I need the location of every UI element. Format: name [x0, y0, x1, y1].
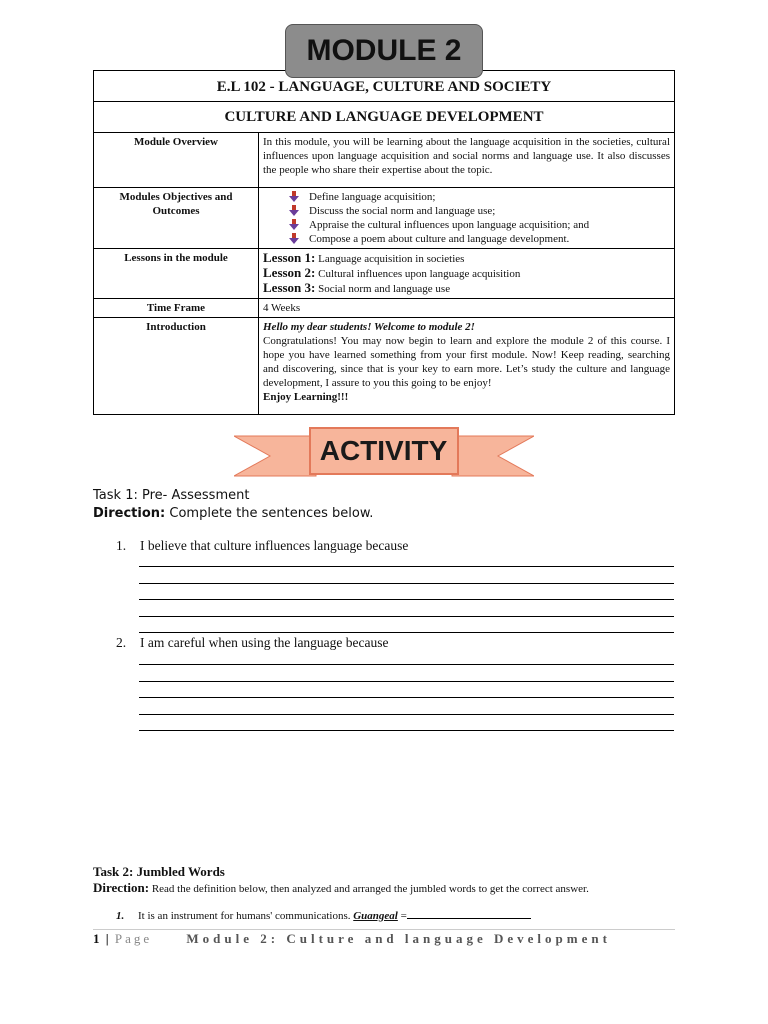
lessons-label: Lessons in the module: [94, 249, 259, 299]
arrow-bullet-icon: [289, 191, 299, 203]
time-frame-label: Time Frame: [94, 299, 259, 318]
objectives-row: [94, 188, 675, 249]
page-footer: [93, 931, 611, 947]
lessons-row: [94, 249, 675, 299]
arrow-bullet-icon: [289, 205, 299, 217]
objective-item: [289, 190, 670, 204]
footer-module-title: Module 2: Culture and language Development: [186, 931, 611, 946]
module-title: CULTURE AND LANGUAGE DEVELOPMENT: [94, 102, 675, 133]
introduction-greeting: Hello my dear students! Welcome to module 2!: [263, 321, 475, 333]
page-word: Page: [114, 931, 153, 946]
lesson-label: Lesson 3:: [263, 280, 316, 295]
objective-text: Compose a poem about culture and language development.: [309, 233, 570, 245]
lesson-item: [263, 266, 670, 281]
question-number: 2.: [116, 635, 127, 650]
objective-text: Define language acquisition;: [309, 191, 436, 203]
question-text: I am careful when using the language because: [140, 635, 389, 650]
task1-direction-text: Complete the sentences below.: [169, 506, 374, 521]
objective-item: [289, 204, 670, 218]
arrow-bullet-icon: [289, 233, 299, 245]
answer-line[interactable]: [139, 616, 674, 617]
introduction-cell: [259, 318, 675, 415]
answer-line[interactable]: [139, 664, 674, 665]
jumbled-item-definition: It is an instrument for humans' communications.: [138, 910, 351, 922]
jumbled-word-item: [116, 908, 531, 922]
activity-banner-label: ACTIVITY: [319, 435, 448, 466]
lesson-text: Cultural influences upon language acquisition: [318, 268, 521, 280]
lesson-item: [263, 281, 670, 296]
answer-line[interactable]: [139, 714, 674, 715]
answer-line[interactable]: [139, 583, 674, 584]
task2-direction-label: Direction:: [93, 880, 150, 895]
equals-sign: =: [400, 910, 407, 922]
task1-title: Task 1: Pre- Assessment: [93, 488, 250, 503]
course-title: E.L 102 - LANGUAGE, CULTURE AND SOCIETY: [94, 71, 675, 102]
jumbled-answer-blank[interactable]: [407, 908, 531, 919]
lesson-item: [263, 251, 670, 266]
arrow-bullet-icon: [289, 219, 299, 231]
page-number: 1: [93, 931, 100, 946]
answer-line[interactable]: [139, 599, 674, 600]
objective-item: [289, 232, 670, 246]
introduction-row: [94, 318, 675, 415]
answer-line[interactable]: [139, 730, 674, 731]
module-title-row: [94, 102, 675, 133]
task1-direction-label: Direction:: [93, 506, 166, 521]
objectives-label: Modules Objectives and Outcomes: [94, 188, 259, 249]
pre-assessment-question: [116, 538, 408, 554]
question-number: 1.: [116, 538, 127, 553]
answer-line[interactable]: [139, 681, 674, 682]
question-text: I believe that culture influences language because: [140, 538, 409, 553]
answer-line[interactable]: [139, 697, 674, 698]
pre-assessment-question: [116, 635, 389, 651]
introduction-closing: Enjoy Learning!!!: [263, 391, 349, 403]
time-frame-row: [94, 299, 675, 318]
jumbled-item-number: 1.: [116, 910, 125, 922]
answer-line[interactable]: [139, 632, 674, 633]
objective-text: Appraise the cultural influences upon language acquisition; and: [309, 219, 590, 231]
page-separator: |: [105, 931, 109, 946]
objective-text: Discuss the social norm and language use;: [309, 205, 496, 217]
lesson-text: Language acquisition in societies: [318, 253, 465, 265]
overview-label: Module Overview: [94, 133, 259, 188]
objective-item: [289, 218, 670, 232]
lesson-text: Social norm and language use: [318, 283, 451, 295]
objectives-list: [263, 190, 670, 246]
jumbled-word: Guangeal: [353, 910, 398, 922]
module-info-table: [93, 70, 675, 415]
lesson-label: Lesson 2:: [263, 265, 316, 280]
lessons-cell: [259, 249, 675, 299]
answer-line[interactable]: [139, 566, 674, 567]
task2-direction-text: Read the definition below, then analyzed and arranged the jumbled words to get the correct answer.: [151, 883, 589, 895]
introduction-body: Congratulations! You may now begin to learn and explore the module 2 of this course. I hope you have learned something from your first module. Now! Keep reading, searching and discovering, since that is your key to earn more. Let’s study the culture and language development, I assure to you this going to be enjoy!: [263, 335, 670, 389]
introduction-label: Introduction: [94, 318, 259, 415]
footer-rule: [93, 929, 675, 930]
lesson-label: Lesson 1:: [263, 250, 316, 265]
task2-direction: [93, 880, 589, 896]
overview-text: In this module, you will be learning about the language acquisition in the societies, cultural influences upon language acquisition and social norms and language use. It also discusses the people who share their expertise about the topic.: [259, 133, 675, 188]
module-badge: MODULE 2: [285, 24, 483, 78]
overview-row: [94, 133, 675, 188]
task2-title: Task 2: Jumbled Words: [93, 864, 225, 879]
objectives-cell: [259, 188, 675, 249]
time-frame-value: 4 Weeks: [259, 299, 675, 318]
task1-direction: [93, 506, 373, 521]
